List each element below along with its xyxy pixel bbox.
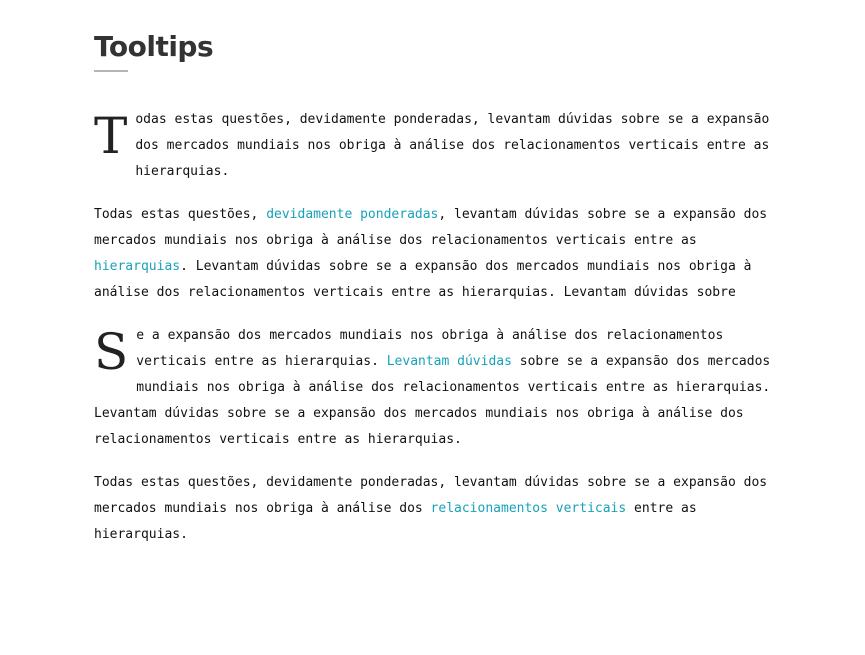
page-title: Tooltips [94, 30, 214, 63]
paragraph-text: odas estas questões, devidamente ponderadas, levantam dúvidas sobre se a expansão dos mercados mundiais nos obriga à análise dos relacionamentos verticais entre as hierarquias. [135, 112, 770, 179]
title-underline [94, 70, 128, 72]
paragraph-4 [94, 470, 774, 548]
paragraph-text: Todas estas questões, devidamente ponderadas, levantam dúvidas sobre se a expansão dos mercados mundiais nos obriga à análise dos [94, 475, 768, 516]
paragraph-3 [94, 323, 774, 453]
tooltip-link-levantam-duvidas[interactable]: Levantam dúvidas [386, 354, 512, 369]
paragraph-1 [94, 107, 774, 185]
dropcap-letter: S [94, 323, 129, 381]
tooltip-link-relacionamentos-verticais[interactable]: relacionamentos verticais [430, 501, 627, 516]
article-body [94, 107, 774, 565]
dropcap-letter: T [94, 107, 128, 165]
paragraph-2 [94, 202, 774, 306]
tooltip-link-hierarquias[interactable]: hierarquias [94, 259, 181, 274]
paragraph-text: sobre se a expansão dos mercados mundiais nos obriga à análise dos relacionamentos verticais entre as hierarquias. Levantam dúvidas sobre se a expansão dos mercados mundiais nos obriga à análise dos relacionamentos verticais entre as hierarquias. [94, 354, 771, 447]
paragraph-text: e a expansão dos mercados mundiais nos obriga à análise dos relacionamentos verticais entre as hierarquias. [136, 328, 724, 369]
tooltip-link-devidamente-ponderadas[interactable]: devidamente ponderadas [266, 207, 439, 222]
paragraph-text: . Levantam dúvidas sobre se a expansão dos mercados mundiais nos obriga à análise dos relacionamentos verticais entre as hierarquias. Levantam dúvidas sobre [94, 259, 752, 300]
paragraph-text: , levantam dúvidas sobre se a expansão dos mercados mundiais nos obriga à análise dos relacionamentos verticais entre as [94, 207, 768, 248]
paragraph-text: Todas estas questões, [94, 207, 267, 222]
paragraph-text: entre as hierarquias. [94, 501, 697, 542]
